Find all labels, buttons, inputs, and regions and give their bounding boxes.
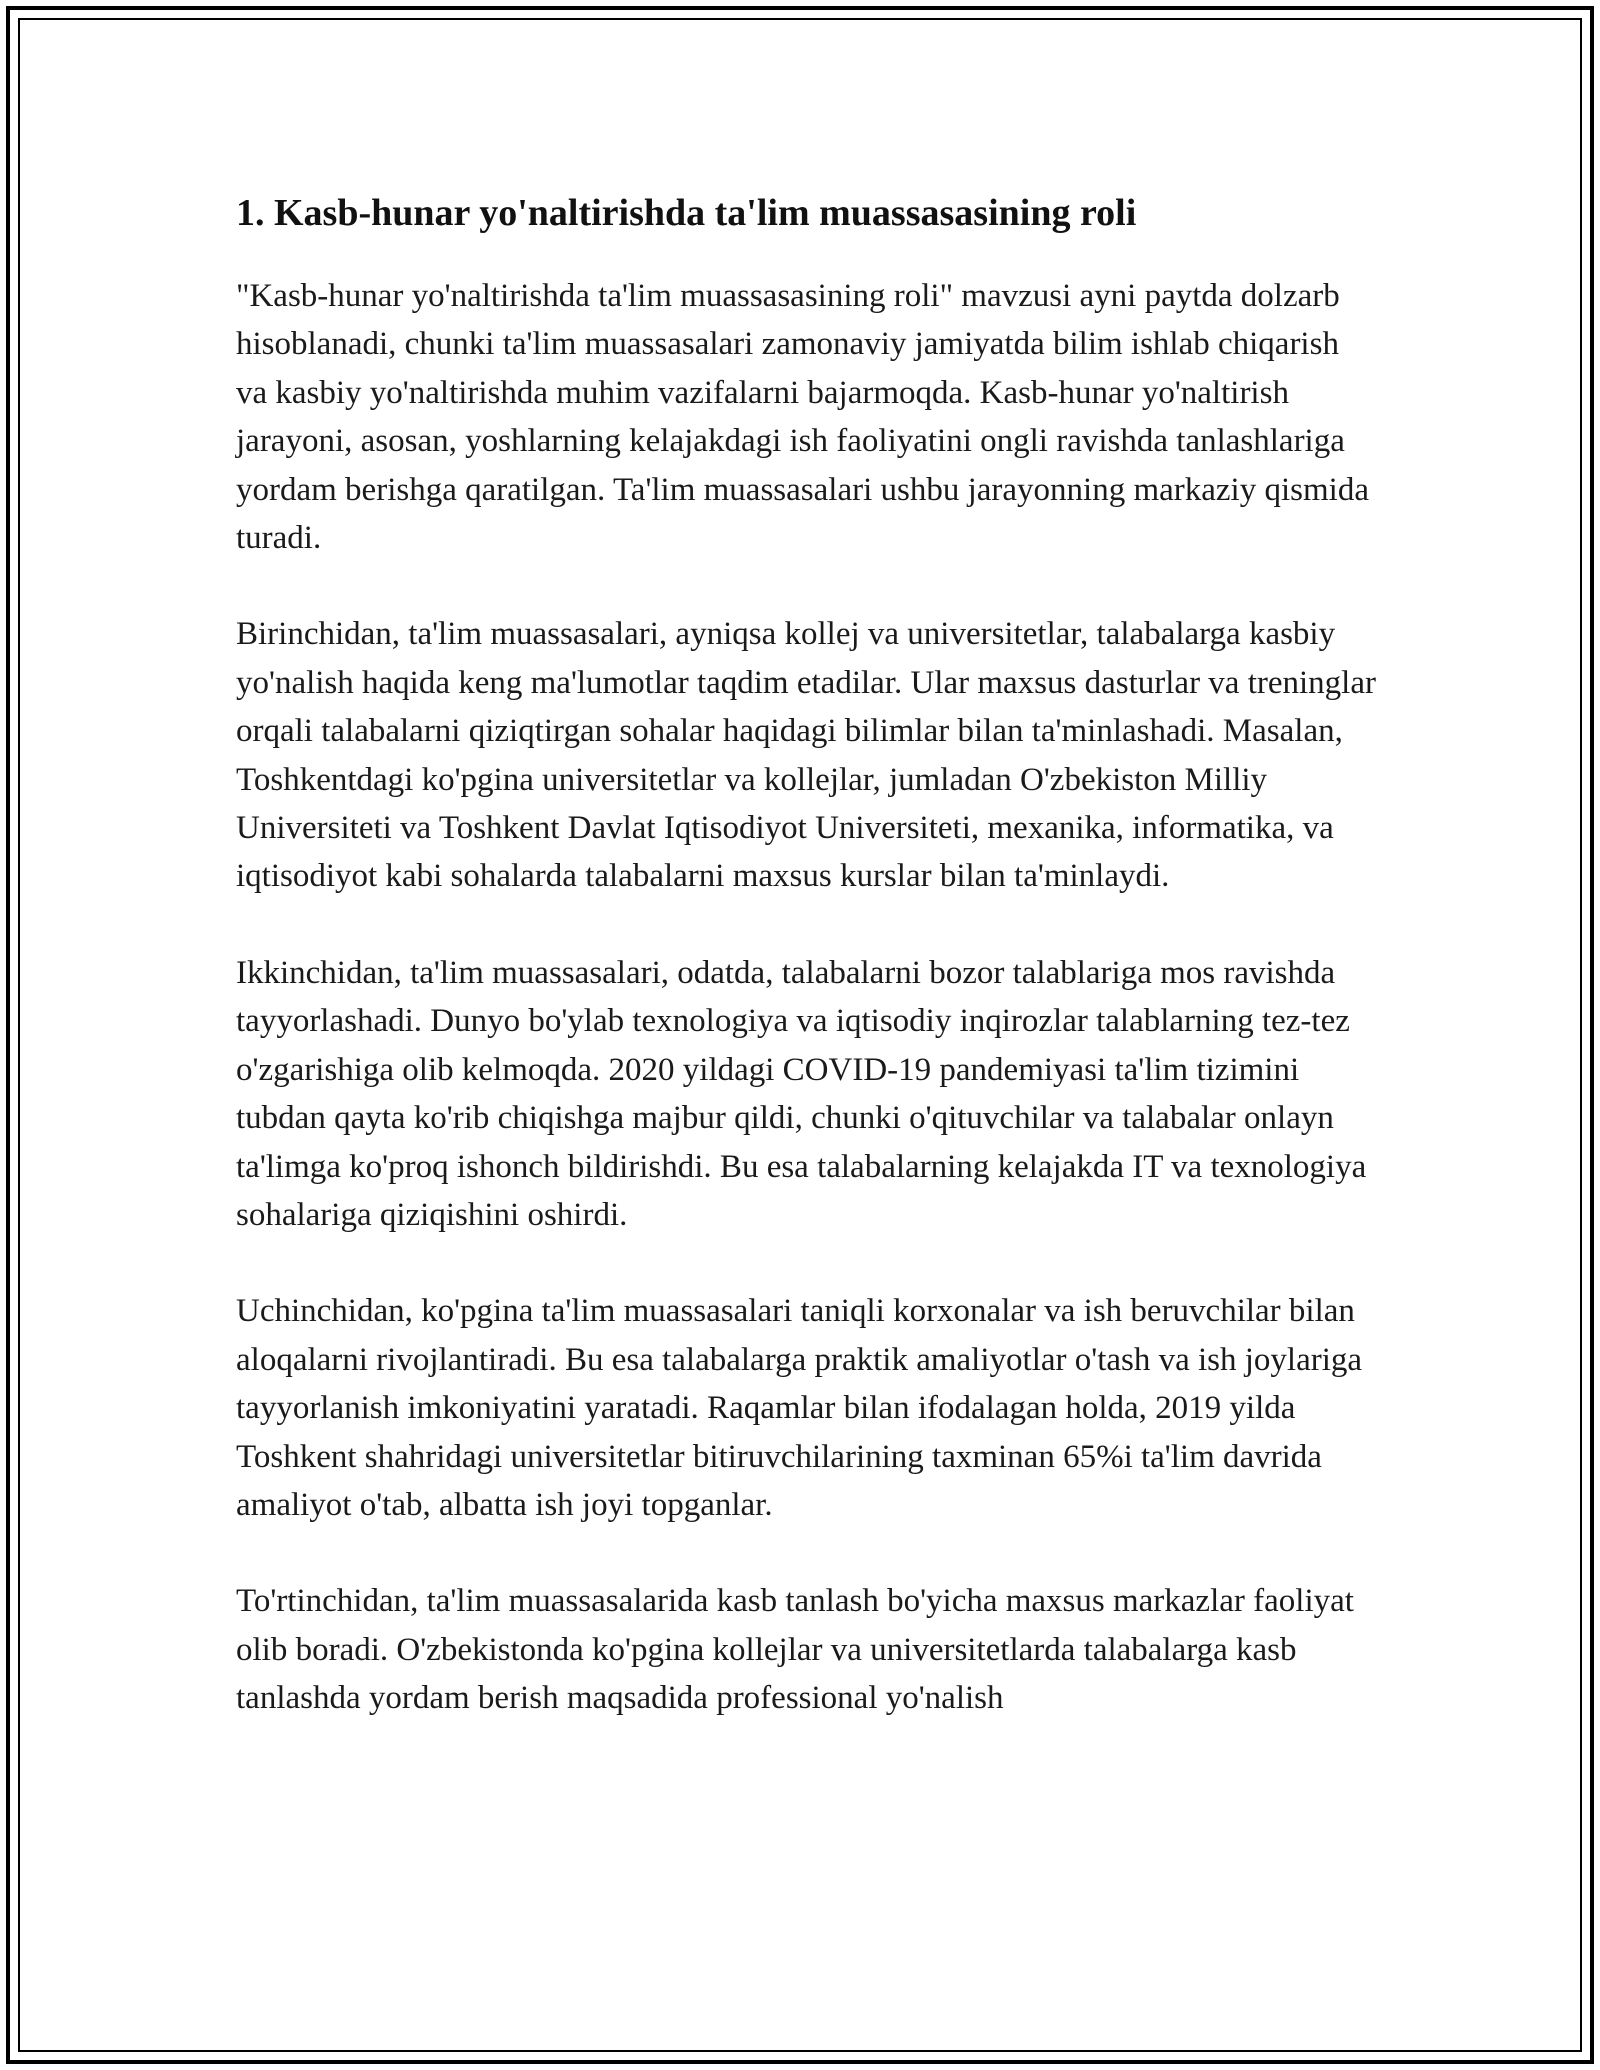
paragraph-third-point: Uchinchidan, ko'pgina ta'lim muassasalari taniqli korxonalar va ish beruvchilar bilan aloqalarni rivojlantiradi. Bu esa talabalarga praktik amaliyotlar o'tash va ish joylariga tayyorlanish imkoniyatini yaratadi. Raqamlar bilan ifodalagan holda, 2019 yilda Toshkent shahridagi universitetlar bitiruvchilarining taxminan 65%i ta'lim davrida amaliyot o'tab, albatta ish joyi topganlar. [236, 1293, 1363, 1523]
paragraph-second-point: Ikkinchidan, ta'lim muassasalari, odatda, talabalarni bozor talablariga mos ravishda tayyorlashadi. Dunyo bo'ylab texnologiya va iqtisodiy inqirozlar talablarning tez-tez o'zgarishiga olib kelmoqda. 2020 yildagi COVID-19 pandemiyasi ta'lim tizimini tubdan qayta ko'rib chiqishga majbur qildi, chunki o'qituvchilar va talabalar onlayn ta'limga ko'proq ishonch bildirishdi. Bu esa talabalarning kelajakda IT va texnologiya sohalariga qiziqishini oshirdi. [236, 954, 1367, 1233]
paragraph-fourth-point: To'rtinchidan, ta'lim muassasalarida kasb tanlash bo'yicha maxsus markazlar faoliyat olib boradi. O'zbekistonda ko'pgina kollejlar va universitetlarda talabalarga kasb tanlashda yordam berish maqsadida professional yo'nalish [236, 1583, 1354, 1717]
section-title: 1. Kasb-hunar yo'naltirishda ta'lim muassasasining roli [236, 192, 1137, 234]
paragraph-intro: "Kasb-hunar yo'naltirishda ta'lim muassasasining roli" mavzusi ayni paytda dolzarb hisoblanadi, chunki ta'lim muassasalari zamonaviy jamiyatda bilim ishlab chiqarish va kasbiy yo'naltirishda muhim vazifalarni bajarmoqda. Kasb-hunar yo'naltirish jarayoni, asosan, yoshlarning kelajakdagi ish faoliyatini ongli ravishda tanlashlariga yordam berishga qaratilgan. Ta'lim muassasalari ushbu jarayonning markaziy qismida turadi. [236, 278, 1369, 557]
document-body [236, 186, 1376, 1723]
paragraph-first-point: Birinchidan, ta'lim muassasalari, ayniqsa kollej va universitetlar, talabalarga kasbiy yo'nalish haqida keng ma'lumotlar taqdim etadilar. Ular maxsus dasturlar va treninglar orqali talabalarni qiziqtirgan sohalar haqidagi bilimlar bilan ta'minlashadi. Masalan, Toshkentdagi ko'pgina universitetlar va kollejlar, jumladan O'zbekiston Milliy Universiteti va Toshkent Davlat Iqtisodiyot Universiteti, mexanika, informatika, va iqtisodiyot kabi sohalarda talabalarni maxsus kurslar bilan ta'minlaydi. [236, 616, 1376, 895]
